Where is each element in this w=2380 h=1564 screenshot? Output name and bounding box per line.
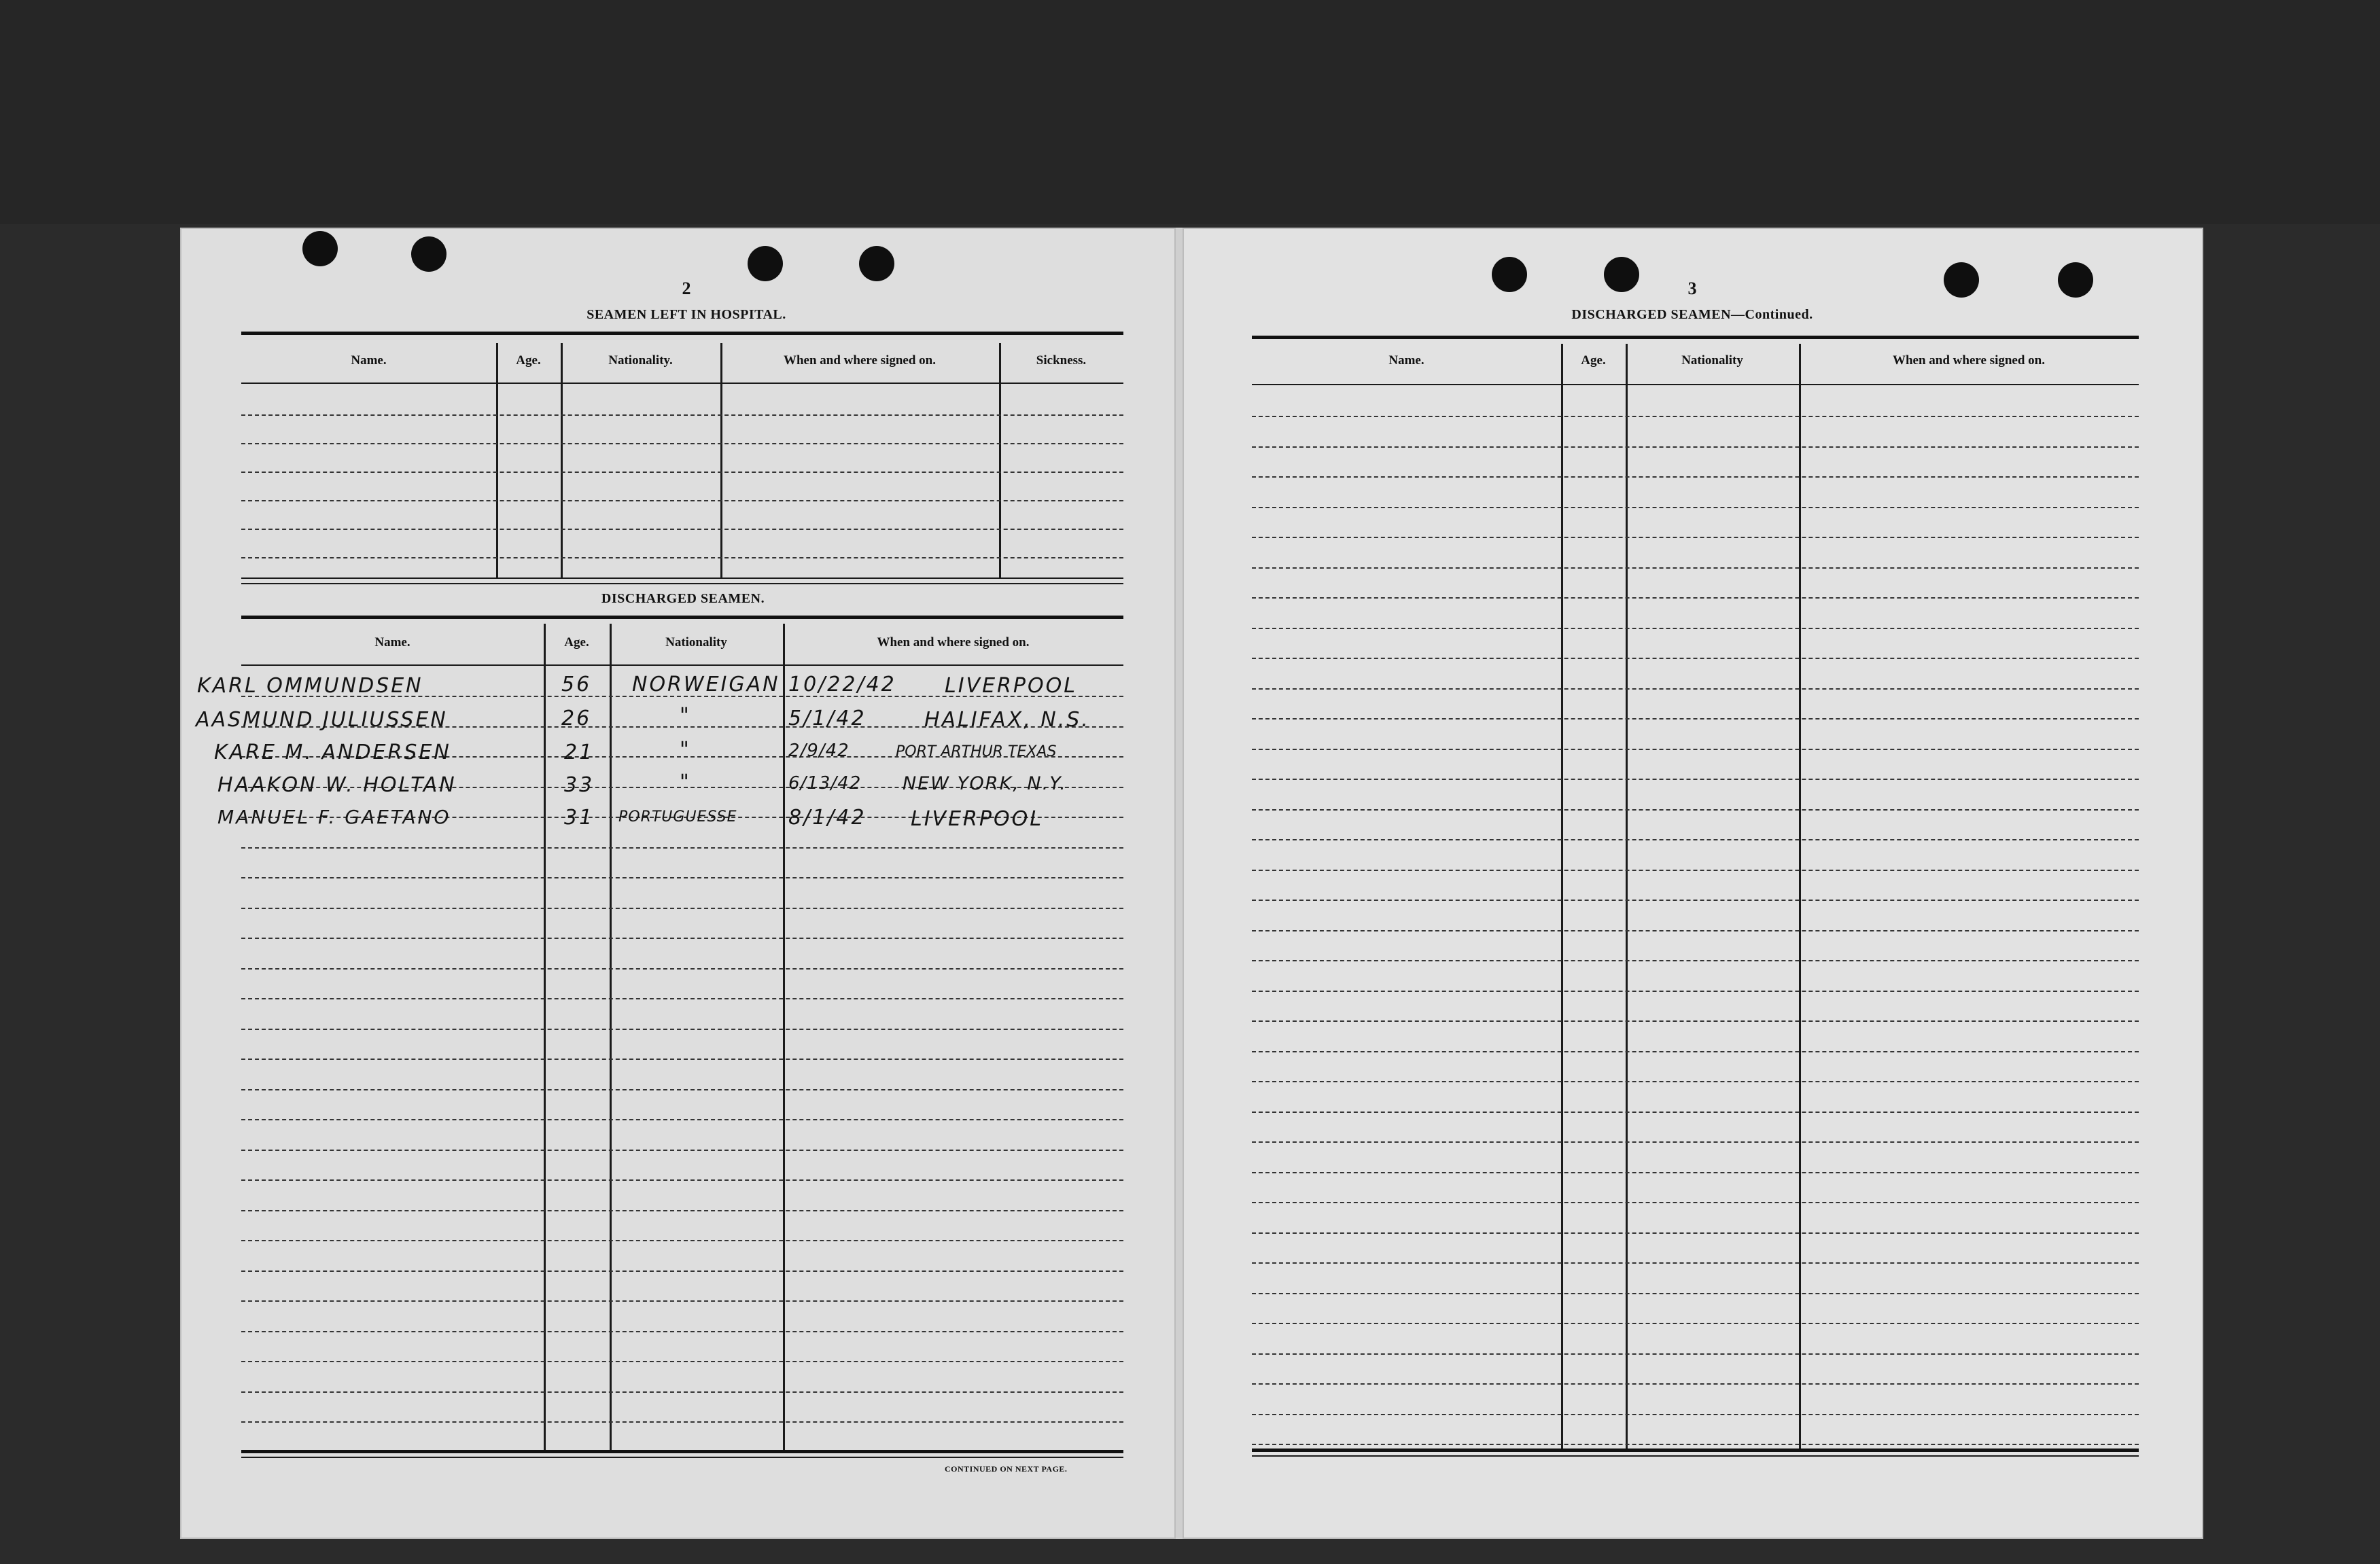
ruled-line [1252, 1081, 2139, 1082]
column-divider [720, 343, 722, 577]
table-rule [241, 1450, 1123, 1453]
ruled-line [1252, 1202, 2139, 1203]
ruled-line [1252, 1112, 2139, 1113]
entry-name: AASMUND JULIUSSEN [196, 708, 448, 732]
entry-place: NEW YORK, N.Y. [903, 773, 1067, 794]
ruled-line [241, 968, 1123, 970]
ruled-line [1252, 960, 2139, 961]
entry-age: 33 [564, 773, 595, 797]
entry-age: 26 [561, 707, 592, 730]
ruled-line [1252, 991, 2139, 992]
column-divider [544, 624, 546, 1450]
entry-nationality: " [680, 738, 691, 762]
entry-place: HALIFAX, N.S. [924, 708, 1090, 732]
ruled-line [241, 414, 1123, 416]
column-divider [496, 343, 498, 577]
page-number: 3 [1687, 279, 1697, 298]
column-header: Nationality. [608, 353, 673, 368]
ruled-line [1252, 1323, 2139, 1324]
section-title-continued: DISCHARGED SEAMEN—Continued. [1571, 307, 1813, 322]
ruled-line [241, 1391, 1123, 1393]
column-divider [1561, 344, 1563, 1449]
table-rule [241, 577, 1123, 579]
ruled-line [241, 1210, 1123, 1211]
table-rule [1252, 336, 2139, 339]
column-header: Name. [1388, 353, 1424, 368]
ruled-line [241, 877, 1123, 878]
column-header: Nationality [665, 635, 727, 650]
page-number: 2 [682, 279, 691, 298]
entry-nationality: " [680, 704, 691, 728]
column-header: Age. [516, 353, 541, 368]
column-divider [561, 343, 563, 577]
entry-date: 5/1/42 [788, 707, 867, 730]
ruled-line [1252, 537, 2139, 538]
right-page [1183, 228, 2203, 1539]
ruled-line [1252, 1020, 2139, 1022]
column-divider [1626, 344, 1628, 1449]
ruled-line [1252, 1293, 2139, 1294]
ruled-line [1252, 930, 2139, 931]
column-header: When and where signed on. [1892, 353, 2045, 368]
ruled-line [1252, 1232, 2139, 1234]
entry-date: 2/9/42 [788, 741, 850, 761]
column-header: Age. [1581, 353, 1606, 368]
column-divider [1799, 344, 1801, 1449]
column-divider [783, 624, 785, 1450]
ruled-line [241, 443, 1123, 444]
ruled-line [1252, 1141, 2139, 1143]
ruled-line [1252, 1444, 2139, 1445]
table-rule [241, 332, 1123, 335]
ruled-line [241, 938, 1123, 939]
ruled-line [1252, 718, 2139, 719]
punch-hole [1604, 257, 1639, 292]
entry-name: KARL OMMUNDSEN [197, 674, 423, 698]
entry-date: 8/1/42 [788, 806, 867, 830]
punch-hole [859, 246, 894, 281]
ruled-line [241, 847, 1123, 849]
ruled-line [1252, 1051, 2139, 1052]
ruled-line [241, 908, 1123, 909]
ruled-line [1252, 688, 2139, 690]
column-header: Name. [374, 635, 410, 650]
ruled-line [1252, 870, 2139, 871]
column-header: Age. [564, 635, 589, 650]
punch-hole [302, 231, 338, 266]
continued-note: CONTINUED ON NEXT PAGE. [945, 1464, 1068, 1474]
entry-date: 6/13/42 [788, 773, 862, 794]
entry-name: MANUEL F. GAETANO [217, 806, 451, 828]
section-title-discharged: DISCHARGED SEAMEN. [601, 591, 765, 606]
ruled-line [1252, 446, 2139, 448]
entry-nationality: NORWEIGAN [632, 673, 780, 696]
table-rule [241, 1457, 1123, 1458]
ruled-line [1252, 779, 2139, 780]
ruled-line [241, 1421, 1123, 1423]
header-rule [241, 664, 1123, 666]
page-fold [1176, 228, 1183, 1539]
ruled-line [241, 557, 1123, 558]
ruled-line [1252, 567, 2139, 569]
ruled-line [1252, 749, 2139, 750]
left-page [180, 228, 1176, 1539]
ruled-line [241, 1119, 1123, 1120]
ruled-line [1252, 900, 2139, 901]
column-divider [610, 624, 612, 1450]
ruled-line [1252, 628, 2139, 629]
ruled-line [241, 1270, 1123, 1272]
ruled-line [1252, 1414, 2139, 1415]
entry-place: PORT ARTHUR TEXAS [896, 743, 1057, 760]
entry-age: 56 [561, 673, 592, 696]
scanner-background [0, 0, 2380, 224]
column-header: Nationality [1681, 353, 1743, 368]
column-header: When and where signed on. [783, 353, 936, 368]
section-title-hospital: SEAMEN LEFT IN HOSPITAL. [587, 307, 786, 322]
ruled-line [1252, 507, 2139, 508]
entry-date: 10/22/42 [788, 673, 896, 696]
punch-hole [1492, 257, 1527, 292]
entry-name: KARE M. ANDERSEN [214, 741, 451, 764]
ruled-line [1252, 1262, 2139, 1264]
ruled-line [1252, 597, 2139, 599]
table-rule [241, 583, 1123, 584]
entry-nationality: " [680, 770, 691, 794]
entry-age: 21 [564, 741, 595, 764]
entry-place: LIVERPOOL [911, 807, 1043, 831]
entry-name: HAAKON W. HOLTAN [217, 773, 457, 797]
ruled-line [241, 1300, 1123, 1302]
ruled-line [1252, 416, 2139, 417]
ruled-line [1252, 1353, 2139, 1355]
ruled-line [241, 1361, 1123, 1362]
ruled-line [1252, 476, 2139, 478]
column-header: Name. [351, 353, 387, 368]
ruled-line [241, 1029, 1123, 1030]
ruled-line [241, 1179, 1123, 1181]
entry-age: 31 [564, 806, 595, 830]
ruled-line [241, 500, 1123, 501]
punch-hole [1944, 262, 1979, 298]
table-rule [1252, 1455, 2139, 1457]
table-rule [1252, 1449, 2139, 1452]
header-rule [241, 383, 1123, 384]
ruled-line [241, 529, 1123, 530]
ruled-line [1252, 658, 2139, 659]
table-rule [241, 616, 1123, 619]
ruled-line [1252, 809, 2139, 811]
punch-hole [2058, 262, 2093, 298]
ruled-line [241, 998, 1123, 999]
ruled-line [241, 1150, 1123, 1151]
ruled-line [241, 1240, 1123, 1241]
punch-hole [748, 246, 783, 281]
column-divider [999, 343, 1001, 577]
header-rule [1252, 384, 2139, 385]
ruled-line [1252, 1383, 2139, 1385]
column-header: When and where signed on. [877, 635, 1030, 650]
entry-nationality: PORTUGUESSE [618, 808, 737, 825]
ruled-line [241, 1089, 1123, 1090]
ruled-line [241, 472, 1123, 473]
entry-place: LIVERPOOL [945, 674, 1077, 698]
ruled-line [241, 1059, 1123, 1060]
ruled-line [1252, 839, 2139, 840]
column-header: Sickness. [1036, 353, 1087, 368]
ruled-line [241, 1331, 1123, 1332]
ruled-line [1252, 1172, 2139, 1173]
punch-hole [411, 236, 447, 272]
